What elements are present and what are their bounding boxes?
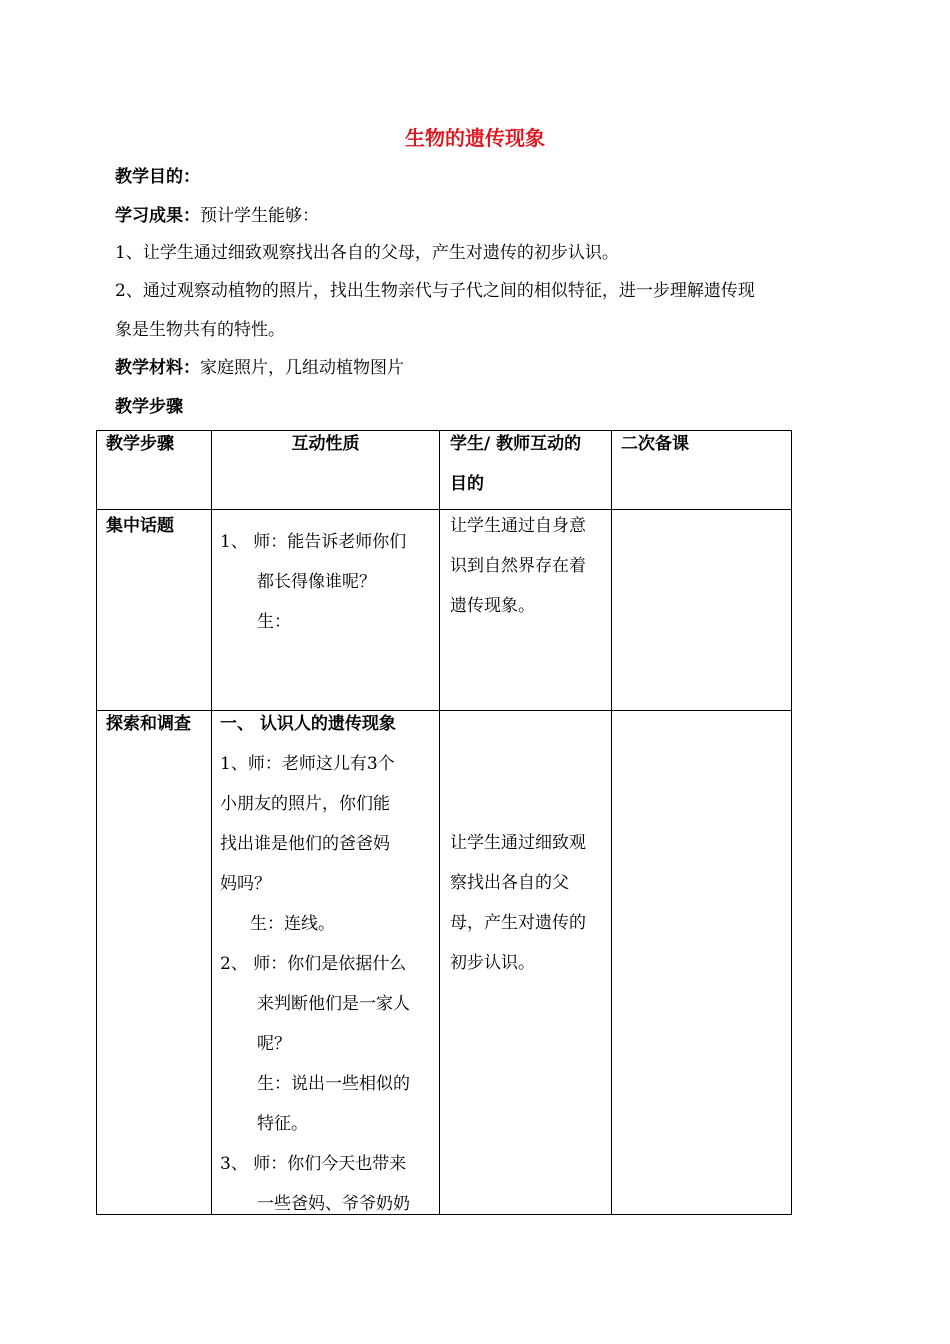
goal-2-line-2: 象是生物共有的特性。 — [115, 320, 285, 340]
row1-purpose-line: 让学生通过自身意 — [450, 516, 586, 536]
objectives-label: 教学目的： — [115, 167, 200, 187]
header-teaching-steps: 教学步骤 — [106, 434, 174, 454]
table-row-divider — [96, 710, 792, 711]
row2-interaction-line: 呢？ — [257, 1034, 291, 1054]
row2-interaction-line: 一些爸妈、爷爷奶奶 — [257, 1194, 410, 1214]
header-second-prep: 二次备课 — [621, 434, 689, 454]
row2-interaction-line: 小朋友的照片，你们能 — [220, 794, 390, 814]
outcomes-line — [115, 204, 319, 228]
row2-interaction-line: 妈吗？ — [220, 874, 271, 894]
row1-purpose-line: 识到自然界存在着 — [450, 556, 586, 576]
goal-2-line-1: 2、通过观察动植物的照片，找出生物亲代与子代之间的相似特征，进一步理解遗传现 — [115, 281, 755, 301]
row2-interaction-line: 3、 师：你们今天也带来 — [220, 1154, 407, 1174]
row2-interaction-line: 生：连线。 — [250, 914, 335, 934]
goal-1: 1、让学生通过细致观察找出各自的父母，产生对遗传的初步认识。 — [115, 243, 619, 263]
table-border-left — [96, 430, 97, 1215]
steps-label: 教学步骤 — [115, 397, 183, 417]
table-col-divider — [611, 430, 612, 1215]
outcomes-label: 学习成果： — [115, 206, 200, 226]
row1-purpose — [450, 506, 586, 626]
row2-interaction-line: 一、 认识人的遗传现象 — [220, 714, 396, 734]
row2-purpose-line: 初步认识。 — [450, 953, 535, 973]
row2-purpose-line: 察找出各自的父 — [450, 873, 569, 893]
table-border-right — [791, 430, 792, 1215]
row2-purpose-line: 让学生通过细致观 — [450, 833, 586, 853]
row1-step: 集中话题 — [106, 516, 174, 536]
row2-interaction-line: 2、 师：你们是依据什么 — [220, 954, 407, 974]
materials-line — [115, 356, 404, 380]
row2-interaction-line: 找出谁是他们的爸爸妈 — [220, 834, 390, 854]
row2-step: 探索和调查 — [106, 714, 191, 734]
lesson-table — [96, 430, 792, 1215]
row2-interaction-line: 来判断他们是一家人 — [257, 994, 410, 1014]
materials-label: 教学材料： — [115, 358, 200, 378]
materials-text: 家庭照片，几组动植物图片 — [200, 358, 404, 378]
table-col-divider — [439, 430, 440, 1215]
row2-interaction-line: 特征。 — [257, 1114, 308, 1134]
document-title: 生物的遗传现象 — [405, 126, 545, 150]
row2-purpose — [450, 823, 586, 983]
row1-interaction-line: 1、 师：能告诉老师你们 — [220, 532, 407, 552]
row1-purpose-line: 遗传现象。 — [450, 596, 535, 616]
header-interaction: 互动性质 — [291, 434, 360, 454]
table-row-divider — [96, 509, 792, 510]
row1-interaction — [220, 522, 406, 642]
row1-interaction-line: 都长得像谁呢？ — [257, 572, 376, 592]
row2-purpose-line: 母，产生对遗传的 — [450, 913, 586, 933]
header-purpose-line-2: 目的 — [450, 474, 484, 494]
table-border-bottom — [96, 1214, 792, 1215]
row2-interaction-line: 1、师：老师这儿有3个 — [220, 754, 395, 774]
row1-interaction-line: 生： — [257, 612, 291, 632]
table-col-divider — [211, 430, 212, 1215]
outcomes-text: 预计学生能够： — [200, 206, 319, 226]
row2-interaction-line: 生：说出一些相似的 — [257, 1074, 410, 1094]
header-purpose — [450, 424, 581, 504]
row2-interaction — [220, 704, 410, 1224]
header-purpose-line-1: 学生/ 教师互动的 — [450, 434, 582, 454]
